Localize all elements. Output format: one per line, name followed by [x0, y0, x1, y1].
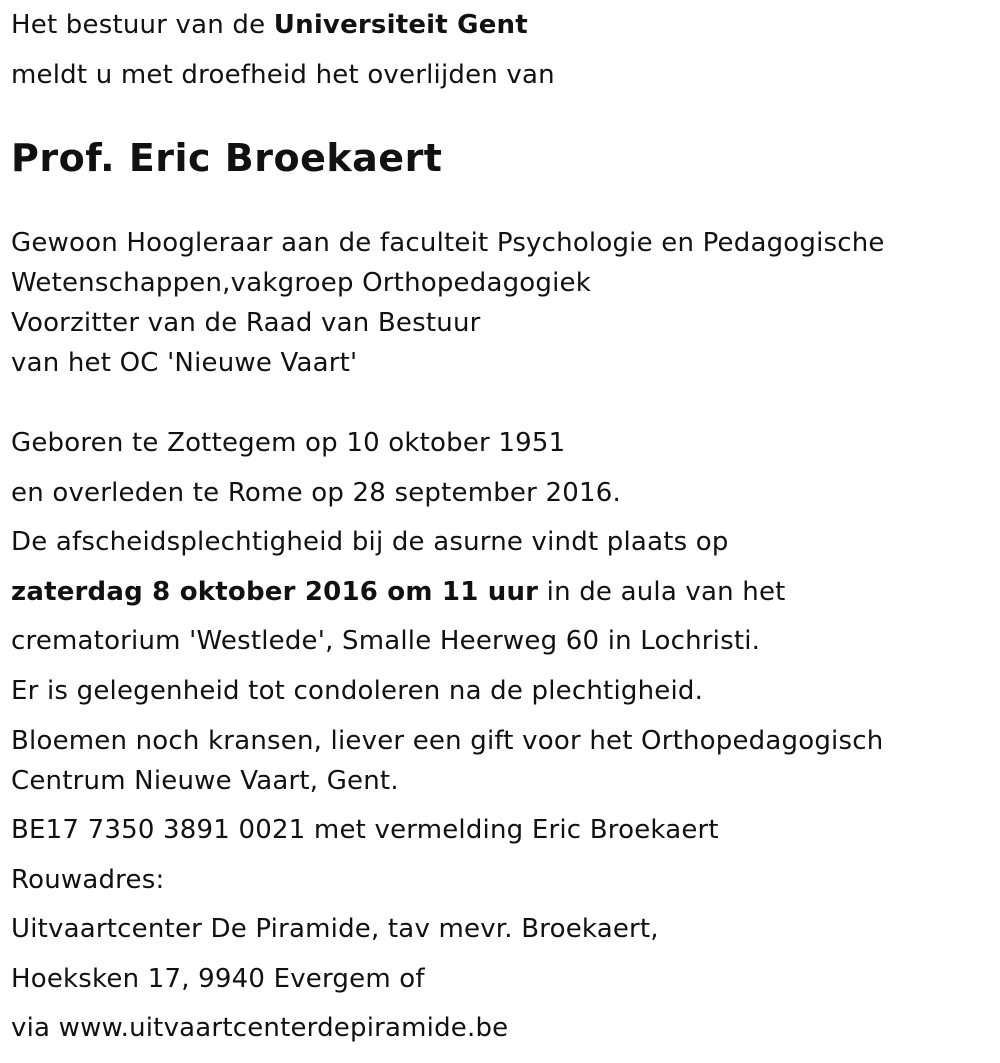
title-line-4: van het OC 'Nieuwe Vaart' — [11, 348, 358, 378]
ceremony-date-rest: in de aula van het — [538, 577, 786, 607]
flowers-line-2: Centrum Nieuwe Vaart, Gent. — [11, 766, 399, 796]
ceremony-intro: De afscheidsplechtigheid bij de asurne vindt plaats op — [11, 527, 729, 557]
deceased-name: Prof. Eric Broekaert — [11, 136, 443, 180]
address-label: Rouwadres: — [11, 865, 165, 895]
condolences-line: Er is gelegenheid tot condoleren na de plechtigheid. — [11, 676, 704, 706]
death-line: en overleden te Rome op 28 september 2016. — [11, 478, 621, 508]
ceremony-date-line — [11, 577, 786, 607]
ceremony-location: crematorium 'Westlede', Smalle Heerweg 60 in Lochristi. — [11, 626, 761, 656]
header-line-1 — [11, 10, 528, 40]
birth-line: Geboren te Zottegem op 10 oktober 1951 — [11, 428, 566, 458]
address-website: via www.uitvaartcenterdepiramide.be — [11, 1013, 509, 1043]
title-line-1: Gewoon Hoogleraar aan de faculteit Psychologie en Pedagogische — [11, 228, 885, 258]
header-prefix: Het bestuur van de — [11, 10, 274, 40]
header-line-2: meldt u met droefheid het overlijden van — [11, 60, 555, 90]
address-line-1: Uitvaartcenter De Piramide, tav mevr. Broekaert, — [11, 914, 659, 944]
title-line-2: Wetenschappen,vakgroep Orthopedagogiek — [11, 268, 591, 298]
bank-account-line: BE17 7350 3891 0021 met vermelding Eric Broekaert — [11, 815, 719, 845]
address-line-2: Hoeksken 17, 9940 Evergem of — [11, 964, 425, 994]
title-line-3: Voorzitter van de Raad van Bestuur — [11, 308, 481, 338]
university-name: Universiteit Gent — [273, 10, 528, 40]
flowers-line-1: Bloemen noch kransen, liever een gift voor het Orthopedagogisch — [11, 726, 884, 756]
ceremony-date: zaterdag 8 oktober 2016 om 11 uur — [11, 577, 539, 607]
